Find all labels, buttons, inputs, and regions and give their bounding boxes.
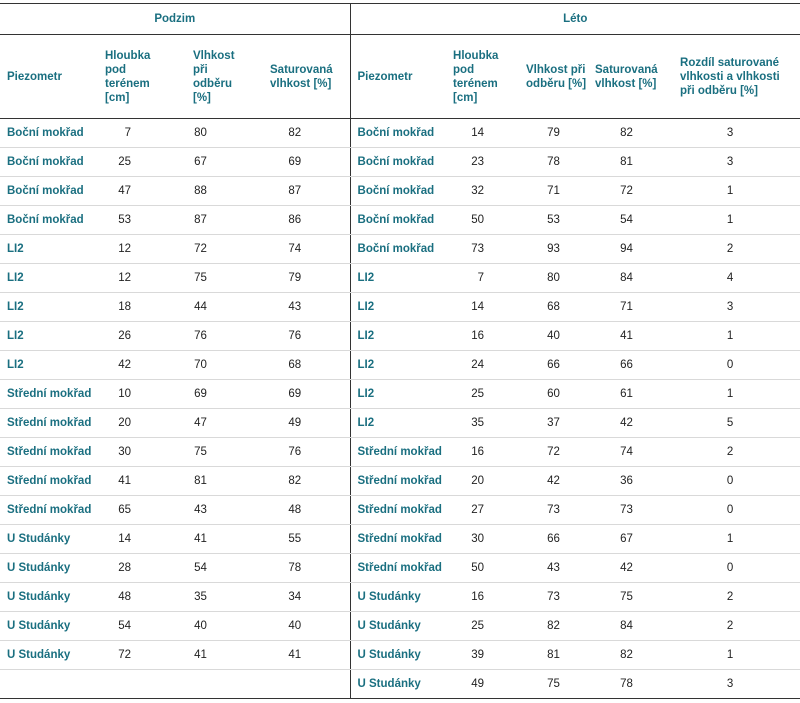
autumn-piezometr-cell: Boční mokřad bbox=[0, 148, 99, 177]
autumn-piezometr-cell: LI2 bbox=[0, 235, 99, 264]
summer-depth-cell: 14 bbox=[447, 293, 514, 322]
summer-difference-cell: 2 bbox=[660, 612, 800, 641]
autumn-saturated-cell: 40 bbox=[240, 612, 350, 641]
summer-moisture-cell: 72 bbox=[514, 438, 593, 467]
autumn-depth-cell: 7 bbox=[99, 119, 161, 148]
summer-difference-cell: 2 bbox=[660, 583, 800, 612]
autumn-piezometr-cell: Střední mokřad bbox=[0, 438, 99, 467]
autumn-moisture-cell: 43 bbox=[161, 496, 240, 525]
autumn-piezometr-cell: U Studánky bbox=[0, 525, 99, 554]
summer-saturated-cell: 71 bbox=[593, 293, 660, 322]
table-row bbox=[0, 148, 800, 177]
summer-piezometr-cell: LI2 bbox=[350, 380, 447, 409]
summer-depth-cell: 16 bbox=[447, 583, 514, 612]
summer-piezometr-cell: Střední mokřad bbox=[350, 554, 447, 583]
autumn-moisture-cell: 76 bbox=[161, 322, 240, 351]
summer-depth-cell: 14 bbox=[447, 119, 514, 148]
table-row bbox=[0, 235, 800, 264]
summer-moisture-cell: 78 bbox=[514, 148, 593, 177]
summer-difference-cell: 3 bbox=[660, 119, 800, 148]
autumn-moisture-cell: 72 bbox=[161, 235, 240, 264]
summer-moisture-cell: 42 bbox=[514, 467, 593, 496]
summer-saturated-cell: 82 bbox=[593, 119, 660, 148]
table-row bbox=[0, 496, 800, 525]
header-summer-depth: Hloubka pod terénem [cm] bbox=[447, 35, 514, 119]
autumn-depth-cell: 41 bbox=[99, 467, 161, 496]
summer-depth-cell: 16 bbox=[447, 438, 514, 467]
autumn-depth-cell: 42 bbox=[99, 351, 161, 380]
summer-piezometr-cell: Boční mokřad bbox=[350, 235, 447, 264]
table-row bbox=[0, 554, 800, 583]
summer-moisture-cell: 73 bbox=[514, 496, 593, 525]
summer-moisture-cell: 73 bbox=[514, 583, 593, 612]
autumn-piezometr-cell: U Studánky bbox=[0, 612, 99, 641]
table-row bbox=[0, 293, 800, 322]
autumn-depth-cell: 48 bbox=[99, 583, 161, 612]
summer-difference-cell: 1 bbox=[660, 525, 800, 554]
table-row bbox=[0, 525, 800, 554]
autumn-moisture-cell: 35 bbox=[161, 583, 240, 612]
summer-difference-cell: 1 bbox=[660, 322, 800, 351]
autumn-moisture-cell: 81 bbox=[161, 467, 240, 496]
table-row bbox=[0, 322, 800, 351]
summer-saturated-cell: 66 bbox=[593, 351, 660, 380]
autumn-piezometr-cell: LI2 bbox=[0, 264, 99, 293]
autumn-saturated-cell: 69 bbox=[240, 380, 350, 409]
summer-difference-cell: 0 bbox=[660, 554, 800, 583]
summer-saturated-cell: 67 bbox=[593, 525, 660, 554]
autumn-depth-cell: 72 bbox=[99, 641, 161, 670]
autumn-depth-cell: 12 bbox=[99, 235, 161, 264]
autumn-depth-cell: 28 bbox=[99, 554, 161, 583]
summer-difference-cell: 0 bbox=[660, 467, 800, 496]
autumn-piezometr-cell: LI2 bbox=[0, 351, 99, 380]
autumn-moisture-cell: 75 bbox=[161, 438, 240, 467]
summer-moisture-cell: 66 bbox=[514, 525, 593, 554]
autumn-moisture-cell: 41 bbox=[161, 525, 240, 554]
summer-piezometr-cell: U Studánky bbox=[350, 583, 447, 612]
autumn-moisture-cell: 67 bbox=[161, 148, 240, 177]
summer-depth-cell: 23 bbox=[447, 148, 514, 177]
moisture-table bbox=[0, 3, 800, 699]
autumn-piezometr-cell: Střední mokřad bbox=[0, 409, 99, 438]
summer-piezometr-cell: Střední mokřad bbox=[350, 496, 447, 525]
summer-depth-cell: 25 bbox=[447, 380, 514, 409]
summer-difference-cell: 3 bbox=[660, 670, 800, 699]
summer-piezometr-cell: Boční mokřad bbox=[350, 119, 447, 148]
summer-moisture-cell: 37 bbox=[514, 409, 593, 438]
autumn-depth-cell: 25 bbox=[99, 148, 161, 177]
summer-moisture-cell: 80 bbox=[514, 264, 593, 293]
summer-difference-cell: 0 bbox=[660, 351, 800, 380]
autumn-saturated-cell: 82 bbox=[240, 467, 350, 496]
autumn-saturated-cell: 86 bbox=[240, 206, 350, 235]
summer-piezometr-cell: LI2 bbox=[350, 409, 447, 438]
autumn-piezometr-cell: LI2 bbox=[0, 293, 99, 322]
summer-difference-cell: 3 bbox=[660, 293, 800, 322]
summer-piezometr-cell: LI2 bbox=[350, 322, 447, 351]
summer-moisture-cell: 75 bbox=[514, 670, 593, 699]
summer-moisture-cell: 68 bbox=[514, 293, 593, 322]
summer-saturated-cell: 42 bbox=[593, 554, 660, 583]
summer-depth-cell: 35 bbox=[447, 409, 514, 438]
summer-difference-cell: 1 bbox=[660, 206, 800, 235]
autumn-piezometr-cell: Boční mokřad bbox=[0, 206, 99, 235]
autumn-piezometr-cell: U Studánky bbox=[0, 583, 99, 612]
summer-depth-cell: 49 bbox=[447, 670, 514, 699]
header-summer-difference: Rozdíl saturované vlhkosti a vlhkosti při odběru [%] bbox=[660, 35, 800, 119]
autumn-depth-cell: 26 bbox=[99, 322, 161, 351]
autumn-moisture-cell: 80 bbox=[161, 119, 240, 148]
autumn-saturated-cell: 78 bbox=[240, 554, 350, 583]
summer-moisture-cell: 71 bbox=[514, 177, 593, 206]
summer-depth-cell: 50 bbox=[447, 554, 514, 583]
summer-difference-cell: 2 bbox=[660, 235, 800, 264]
autumn-saturated-cell: 76 bbox=[240, 438, 350, 467]
autumn-saturated-cell: 76 bbox=[240, 322, 350, 351]
autumn-piezometr-cell: Střední mokřad bbox=[0, 467, 99, 496]
summer-moisture-cell: 82 bbox=[514, 612, 593, 641]
summer-saturated-cell: 78 bbox=[593, 670, 660, 699]
autumn-depth-cell: 47 bbox=[99, 177, 161, 206]
summer-depth-cell: 24 bbox=[447, 351, 514, 380]
autumn-saturated-cell: 41 bbox=[240, 641, 350, 670]
autumn-saturated-cell: 68 bbox=[240, 351, 350, 380]
summer-difference-cell: 4 bbox=[660, 264, 800, 293]
summer-piezometr-cell: Boční mokřad bbox=[350, 177, 447, 206]
autumn-depth-cell: 18 bbox=[99, 293, 161, 322]
autumn-depth-cell: 10 bbox=[99, 380, 161, 409]
table-row bbox=[0, 351, 800, 380]
table-row bbox=[0, 264, 800, 293]
autumn-moisture-cell: 54 bbox=[161, 554, 240, 583]
summer-piezometr-cell: LI2 bbox=[350, 264, 447, 293]
autumn-saturated-cell: 49 bbox=[240, 409, 350, 438]
autumn-depth-cell: 14 bbox=[99, 525, 161, 554]
autumn-saturated-cell: 87 bbox=[240, 177, 350, 206]
summer-saturated-cell: 81 bbox=[593, 148, 660, 177]
autumn-saturated-cell: 74 bbox=[240, 235, 350, 264]
summer-piezometr-cell: U Studánky bbox=[350, 670, 447, 699]
summer-piezometr-cell: Střední mokřad bbox=[350, 525, 447, 554]
table-row bbox=[0, 177, 800, 206]
summer-depth-cell: 32 bbox=[447, 177, 514, 206]
summer-depth-cell: 16 bbox=[447, 322, 514, 351]
header-autumn-depth: Hloubka pod terénem [cm] bbox=[99, 35, 161, 119]
summer-moisture-cell: 43 bbox=[514, 554, 593, 583]
summer-saturated-cell: 75 bbox=[593, 583, 660, 612]
table-row bbox=[0, 467, 800, 496]
autumn-depth-cell: 12 bbox=[99, 264, 161, 293]
summer-saturated-cell: 84 bbox=[593, 264, 660, 293]
summer-depth-cell: 39 bbox=[447, 641, 514, 670]
summer-difference-cell: 1 bbox=[660, 177, 800, 206]
summer-difference-cell: 1 bbox=[660, 641, 800, 670]
header-autumn-saturated: Saturovaná vlhkost [%] bbox=[240, 35, 350, 119]
autumn-moisture-cell: 87 bbox=[161, 206, 240, 235]
autumn-depth-cell bbox=[99, 670, 161, 699]
table-row bbox=[0, 583, 800, 612]
autumn-moisture-cell bbox=[161, 670, 240, 699]
autumn-saturated-cell: 34 bbox=[240, 583, 350, 612]
autumn-moisture-cell: 88 bbox=[161, 177, 240, 206]
summer-depth-cell: 27 bbox=[447, 496, 514, 525]
table-row bbox=[0, 119, 800, 148]
summer-saturated-cell: 94 bbox=[593, 235, 660, 264]
summer-difference-cell: 5 bbox=[660, 409, 800, 438]
autumn-moisture-cell: 44 bbox=[161, 293, 240, 322]
table-row bbox=[0, 380, 800, 409]
header-autumn-piezometr: Piezometr bbox=[0, 35, 99, 119]
table-row bbox=[0, 438, 800, 467]
header-summer-moisture: Vlhkost při odběru [%] bbox=[514, 35, 593, 119]
table-row bbox=[0, 641, 800, 670]
summer-difference-cell: 0 bbox=[660, 496, 800, 525]
summer-difference-cell: 3 bbox=[660, 148, 800, 177]
autumn-moisture-cell: 41 bbox=[161, 641, 240, 670]
summer-depth-cell: 73 bbox=[447, 235, 514, 264]
summer-saturated-cell: 36 bbox=[593, 467, 660, 496]
header-summer-saturated: Saturovaná vlhkost [%] bbox=[593, 35, 660, 119]
autumn-depth-cell: 30 bbox=[99, 438, 161, 467]
autumn-saturated-cell bbox=[240, 670, 350, 699]
summer-difference-cell: 1 bbox=[660, 380, 800, 409]
summer-moisture-cell: 60 bbox=[514, 380, 593, 409]
autumn-piezometr-cell: Boční mokřad bbox=[0, 119, 99, 148]
summer-moisture-cell: 40 bbox=[514, 322, 593, 351]
header-summer-piezometr: Piezometr bbox=[350, 35, 447, 119]
summer-moisture-cell: 66 bbox=[514, 351, 593, 380]
summer-moisture-cell: 53 bbox=[514, 206, 593, 235]
summer-saturated-cell: 61 bbox=[593, 380, 660, 409]
summer-depth-cell: 7 bbox=[447, 264, 514, 293]
summer-piezometr-cell: LI2 bbox=[350, 293, 447, 322]
section-autumn: Podzim bbox=[0, 4, 350, 35]
summer-piezometr-cell: Střední mokřad bbox=[350, 467, 447, 496]
autumn-depth-cell: 54 bbox=[99, 612, 161, 641]
autumn-piezometr-cell bbox=[0, 670, 99, 699]
autumn-saturated-cell: 79 bbox=[240, 264, 350, 293]
table-row bbox=[0, 612, 800, 641]
summer-piezometr-cell: Boční mokřad bbox=[350, 148, 447, 177]
autumn-saturated-cell: 48 bbox=[240, 496, 350, 525]
autumn-piezometr-cell: LI2 bbox=[0, 322, 99, 351]
autumn-saturated-cell: 43 bbox=[240, 293, 350, 322]
summer-piezometr-cell: U Studánky bbox=[350, 612, 447, 641]
summer-moisture-cell: 81 bbox=[514, 641, 593, 670]
summer-piezometr-cell: LI2 bbox=[350, 351, 447, 380]
summer-piezometr-cell: Boční mokřad bbox=[350, 206, 447, 235]
table-row bbox=[0, 206, 800, 235]
summer-moisture-cell: 93 bbox=[514, 235, 593, 264]
autumn-moisture-cell: 70 bbox=[161, 351, 240, 380]
autumn-depth-cell: 20 bbox=[99, 409, 161, 438]
summer-moisture-cell: 79 bbox=[514, 119, 593, 148]
summer-saturated-cell: 42 bbox=[593, 409, 660, 438]
autumn-piezometr-cell: Střední mokřad bbox=[0, 380, 99, 409]
summer-saturated-cell: 84 bbox=[593, 612, 660, 641]
header-autumn-moisture: Vlhkost při odběru [%] bbox=[161, 35, 240, 119]
autumn-piezometr-cell: U Studánky bbox=[0, 554, 99, 583]
autumn-saturated-cell: 82 bbox=[240, 119, 350, 148]
autumn-piezometr-cell: Boční mokřad bbox=[0, 177, 99, 206]
autumn-piezometr-cell: U Studánky bbox=[0, 641, 99, 670]
autumn-saturated-cell: 55 bbox=[240, 525, 350, 554]
autumn-moisture-cell: 69 bbox=[161, 380, 240, 409]
autumn-moisture-cell: 47 bbox=[161, 409, 240, 438]
table-row bbox=[0, 409, 800, 438]
summer-depth-cell: 30 bbox=[447, 525, 514, 554]
summer-saturated-cell: 41 bbox=[593, 322, 660, 351]
summer-piezometr-cell: U Studánky bbox=[350, 641, 447, 670]
autumn-depth-cell: 53 bbox=[99, 206, 161, 235]
summer-difference-cell: 2 bbox=[660, 438, 800, 467]
autumn-saturated-cell: 69 bbox=[240, 148, 350, 177]
summer-depth-cell: 50 bbox=[447, 206, 514, 235]
table-row bbox=[0, 670, 800, 699]
autumn-moisture-cell: 75 bbox=[161, 264, 240, 293]
summer-saturated-cell: 54 bbox=[593, 206, 660, 235]
autumn-moisture-cell: 40 bbox=[161, 612, 240, 641]
summer-piezometr-cell: Střední mokřad bbox=[350, 438, 447, 467]
autumn-depth-cell: 65 bbox=[99, 496, 161, 525]
summer-depth-cell: 20 bbox=[447, 467, 514, 496]
autumn-piezometr-cell: Střední mokřad bbox=[0, 496, 99, 525]
section-summer: Léto bbox=[350, 4, 800, 35]
summer-saturated-cell: 74 bbox=[593, 438, 660, 467]
summer-saturated-cell: 73 bbox=[593, 496, 660, 525]
summer-depth-cell: 25 bbox=[447, 612, 514, 641]
summer-saturated-cell: 72 bbox=[593, 177, 660, 206]
summer-saturated-cell: 82 bbox=[593, 641, 660, 670]
